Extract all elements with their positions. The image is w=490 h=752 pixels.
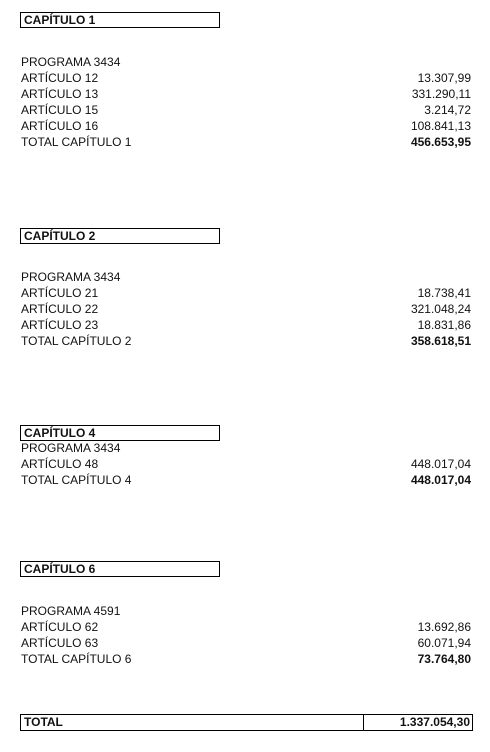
table-row xyxy=(21,119,471,133)
total-label: TOTAL CAPÍTULO 4 xyxy=(21,473,132,487)
chapter-6-programa xyxy=(21,604,471,618)
table-row xyxy=(21,286,471,300)
table-row xyxy=(21,302,471,316)
articulo-amount: 331.290,11 xyxy=(411,87,471,101)
total-label: TOTAL CAPÍTULO 1 xyxy=(21,135,132,149)
grand-total-amount: 1.337.054,30 xyxy=(364,714,473,731)
table-row xyxy=(21,103,471,117)
grand-total-label: TOTAL xyxy=(20,714,364,731)
chapter-4-programa xyxy=(21,441,471,455)
table-row xyxy=(21,87,471,101)
articulo-label: ARTÍCULO 23 xyxy=(21,318,99,332)
articulo-label: ARTÍCULO 48 xyxy=(21,457,99,471)
chapter-6-total-row xyxy=(21,652,471,666)
articulo-amount: 108.841,13 xyxy=(410,119,471,133)
total-label: TOTAL CAPÍTULO 2 xyxy=(21,334,132,348)
articulo-label: ARTÍCULO 21 xyxy=(21,286,99,300)
articulo-amount: 13.692,86 xyxy=(417,620,471,634)
programa-label: PROGRAMA 3434 xyxy=(21,270,121,284)
articulo-label: ARTÍCULO 15 xyxy=(21,103,99,117)
total-label: TOTAL CAPÍTULO 6 xyxy=(21,652,132,666)
articulo-amount: 3.214,72 xyxy=(424,103,471,117)
chapter-4-total-row xyxy=(21,473,471,487)
total-amount: 456.653,95 xyxy=(410,135,471,149)
table-row xyxy=(21,636,471,650)
programa-label: PROGRAMA 3434 xyxy=(21,441,121,455)
chapter-2-heading: CAPÍTULO 2 xyxy=(20,228,220,244)
articulo-label: ARTÍCULO 63 xyxy=(21,636,99,650)
programa-label: PROGRAMA 3434 xyxy=(21,55,121,69)
articulo-amount: 448.017,04 xyxy=(410,457,471,471)
table-row xyxy=(21,318,471,332)
chapter-1-heading: CAPÍTULO 1 xyxy=(20,12,220,28)
total-amount: 358.618,51 xyxy=(410,334,471,348)
table-row xyxy=(21,457,471,471)
articulo-label: ARTÍCULO 16 xyxy=(21,119,99,133)
chapter-4-heading: CAPÍTULO 4 xyxy=(20,425,220,441)
articulo-label: ARTÍCULO 22 xyxy=(21,302,99,316)
chapter-6-heading: CAPÍTULO 6 xyxy=(20,561,220,577)
table-row xyxy=(21,71,471,85)
articulo-amount: 18.738,41 xyxy=(417,286,471,300)
articulo-amount: 60.071,94 xyxy=(417,636,471,650)
programa-label: PROGRAMA 4591 xyxy=(21,604,121,618)
chapter-1-total-row xyxy=(21,135,471,149)
articulo-label: ARTÍCULO 13 xyxy=(21,87,99,101)
total-amount: 73.764,80 xyxy=(417,652,471,666)
articulo-label: ARTÍCULO 12 xyxy=(21,71,99,85)
articulo-amount: 321.048,24 xyxy=(410,302,471,316)
articulo-label: ARTÍCULO 62 xyxy=(21,620,99,634)
table-row xyxy=(21,620,471,634)
chapter-1-programa xyxy=(21,55,471,69)
chapter-2-programa xyxy=(21,270,471,284)
articulo-amount: 13.307,99 xyxy=(417,71,471,85)
total-amount: 448.017,04 xyxy=(410,473,471,487)
articulo-amount: 18.831,86 xyxy=(417,318,471,332)
chapter-2-total-row xyxy=(21,334,471,348)
